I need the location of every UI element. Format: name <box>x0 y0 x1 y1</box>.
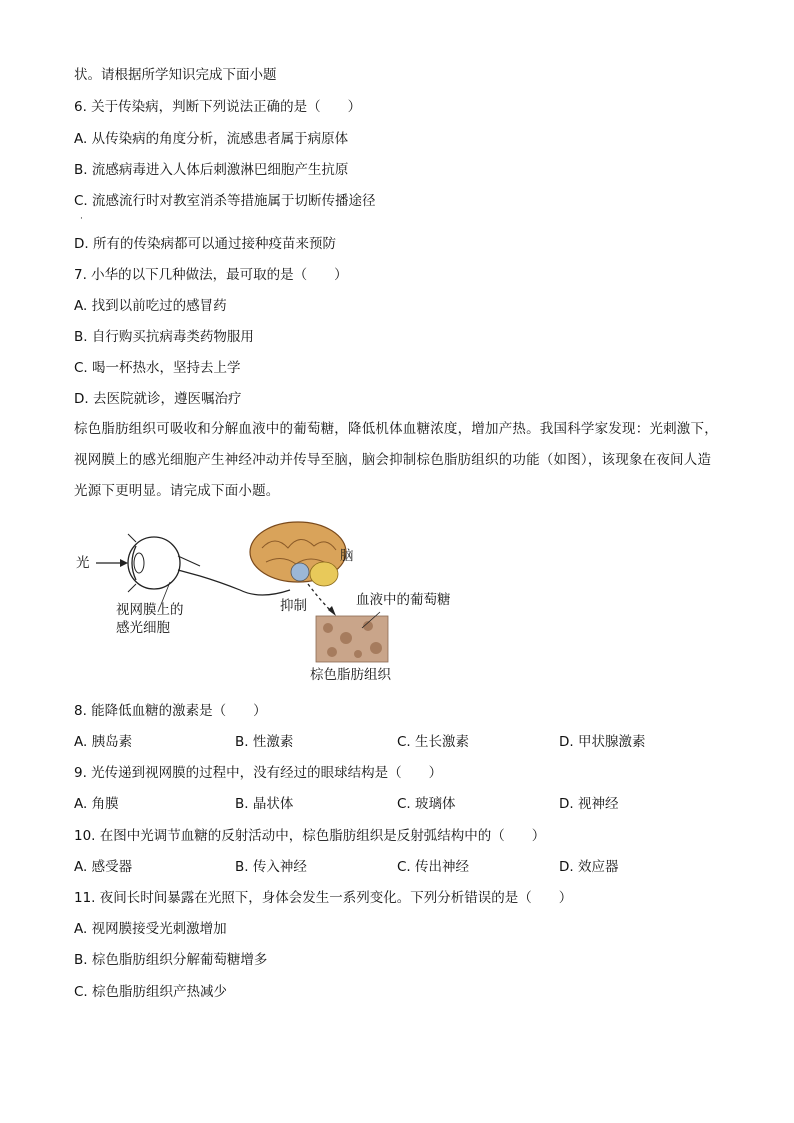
question-9-option-a: A. 角膜 <box>74 796 119 812</box>
question-8-option-c: C. 生长激素 <box>397 734 470 750</box>
brain-center <box>291 563 309 581</box>
brown-fat-tissue <box>316 616 388 662</box>
fat-cell <box>327 647 337 657</box>
question-9-option-d: D. 视神经 <box>559 796 619 812</box>
figure-light-brain-brown-fat <box>70 520 490 690</box>
question-11-option-a: A. 视网膜接受光刺激增加 <box>74 921 227 937</box>
question-6-option-a: A. 从传染病的角度分析，流感患者属于病原体 <box>74 131 349 147</box>
question-11-option-b: B. 棕色脂肪组织分解葡萄糖增多 <box>74 952 268 968</box>
question-7-option-a: A. 找到以前吃过的感冒药 <box>74 298 227 314</box>
intro-tail: 状。请根据所学知识完成下面小题 <box>74 67 277 83</box>
question-11-stem: 11. 夜间长时间暴露在光照下，身体会发生一系列变化。下列分析错误的是（ ） <box>74 890 573 906</box>
label-inhibit: 抑制 <box>280 598 307 614</box>
question-9-stem: 9. 光传递到视网膜的过程中，没有经过的眼球结构是（ ） <box>74 765 443 781</box>
label-brown-fat: 棕色脂肪组织 <box>310 667 391 683</box>
fat-cell <box>323 623 333 633</box>
light-arrow-head <box>120 559 128 567</box>
label-retina-line1: 视网膜上的 <box>116 602 184 618</box>
question-9-option-b: B. 晶状体 <box>235 796 294 812</box>
optic-nerve-upper <box>178 556 200 566</box>
cerebellum <box>310 562 338 586</box>
lens <box>134 553 144 573</box>
label-light: 光 <box>76 555 90 571</box>
question-7-option-d: D. 去医院就诊，遵医嘱治疗 <box>74 391 242 407</box>
question-7-option-c: C. 喝一杯热水，坚持去上学 <box>74 360 241 376</box>
question-9-option-c: C. 玻璃体 <box>397 796 456 812</box>
question-8-option-b: B. 性激素 <box>235 734 294 750</box>
question-7-option-b: B. 自行购买抗病毒类药物服用 <box>74 329 254 345</box>
stray-dot: · <box>80 214 83 224</box>
question-10-option-b: B. 传入神经 <box>235 859 307 875</box>
question-10-option-a: A. 感受器 <box>74 859 133 875</box>
inhibit-arrow-head <box>328 606 336 616</box>
material-paragraph: 棕色脂肪组织可吸收和分解血液中的葡萄糖，降低机体血糖浓度，增加产热。我国科学家发现：光刺激下，视网膜上的感光细胞产生神经冲动并传导至脑，脑会抑制棕色脂肪组织的功能（如图），该现象在夜间人造光源下更明显。请完成下面小题。 <box>74 421 718 499</box>
label-glucose: 血液中的葡萄糖 <box>356 592 451 608</box>
fat-cell <box>354 650 362 658</box>
question-10-option-c: C. 传出神经 <box>397 859 470 875</box>
question-8-stem: 8. 能降低血糖的激素是（ ） <box>74 703 267 719</box>
question-7-stem: 7. 小华的以下几种做法，最可取的是（ ） <box>74 267 348 283</box>
label-retina-line2: 感光细胞 <box>116 620 170 636</box>
question-8-option-a: A. 胰岛素 <box>74 734 133 750</box>
question-10-stem: 10. 在图中光调节血糖的反射活动中，棕色脂肪组织是反射弧结构中的（ ） <box>74 828 546 844</box>
fat-cell <box>340 632 352 644</box>
question-6-stem: 6. 关于传染病，判断下列说法正确的是（ ） <box>74 99 362 115</box>
question-10-option-d: D. 效应器 <box>559 859 619 875</box>
inhibit-arrow-line <box>308 584 332 612</box>
question-8-option-d: D. 甲状腺激素 <box>559 734 646 750</box>
question-6-option-d: D. 所有的传染病都可以通过接种疫苗来预防 <box>74 236 336 252</box>
question-6-option-b: B. 流感病毒进入人体后刺激淋巴细胞产生抗原 <box>74 162 349 178</box>
question-11-option-c: C. 棕色脂肪组织产热减少 <box>74 984 228 1000</box>
question-6-option-c: C. 流感流行时对教室消杀等措施属于切断传播途径 <box>74 193 376 209</box>
fat-cell <box>370 642 382 654</box>
label-brain: 脑 <box>340 548 354 564</box>
